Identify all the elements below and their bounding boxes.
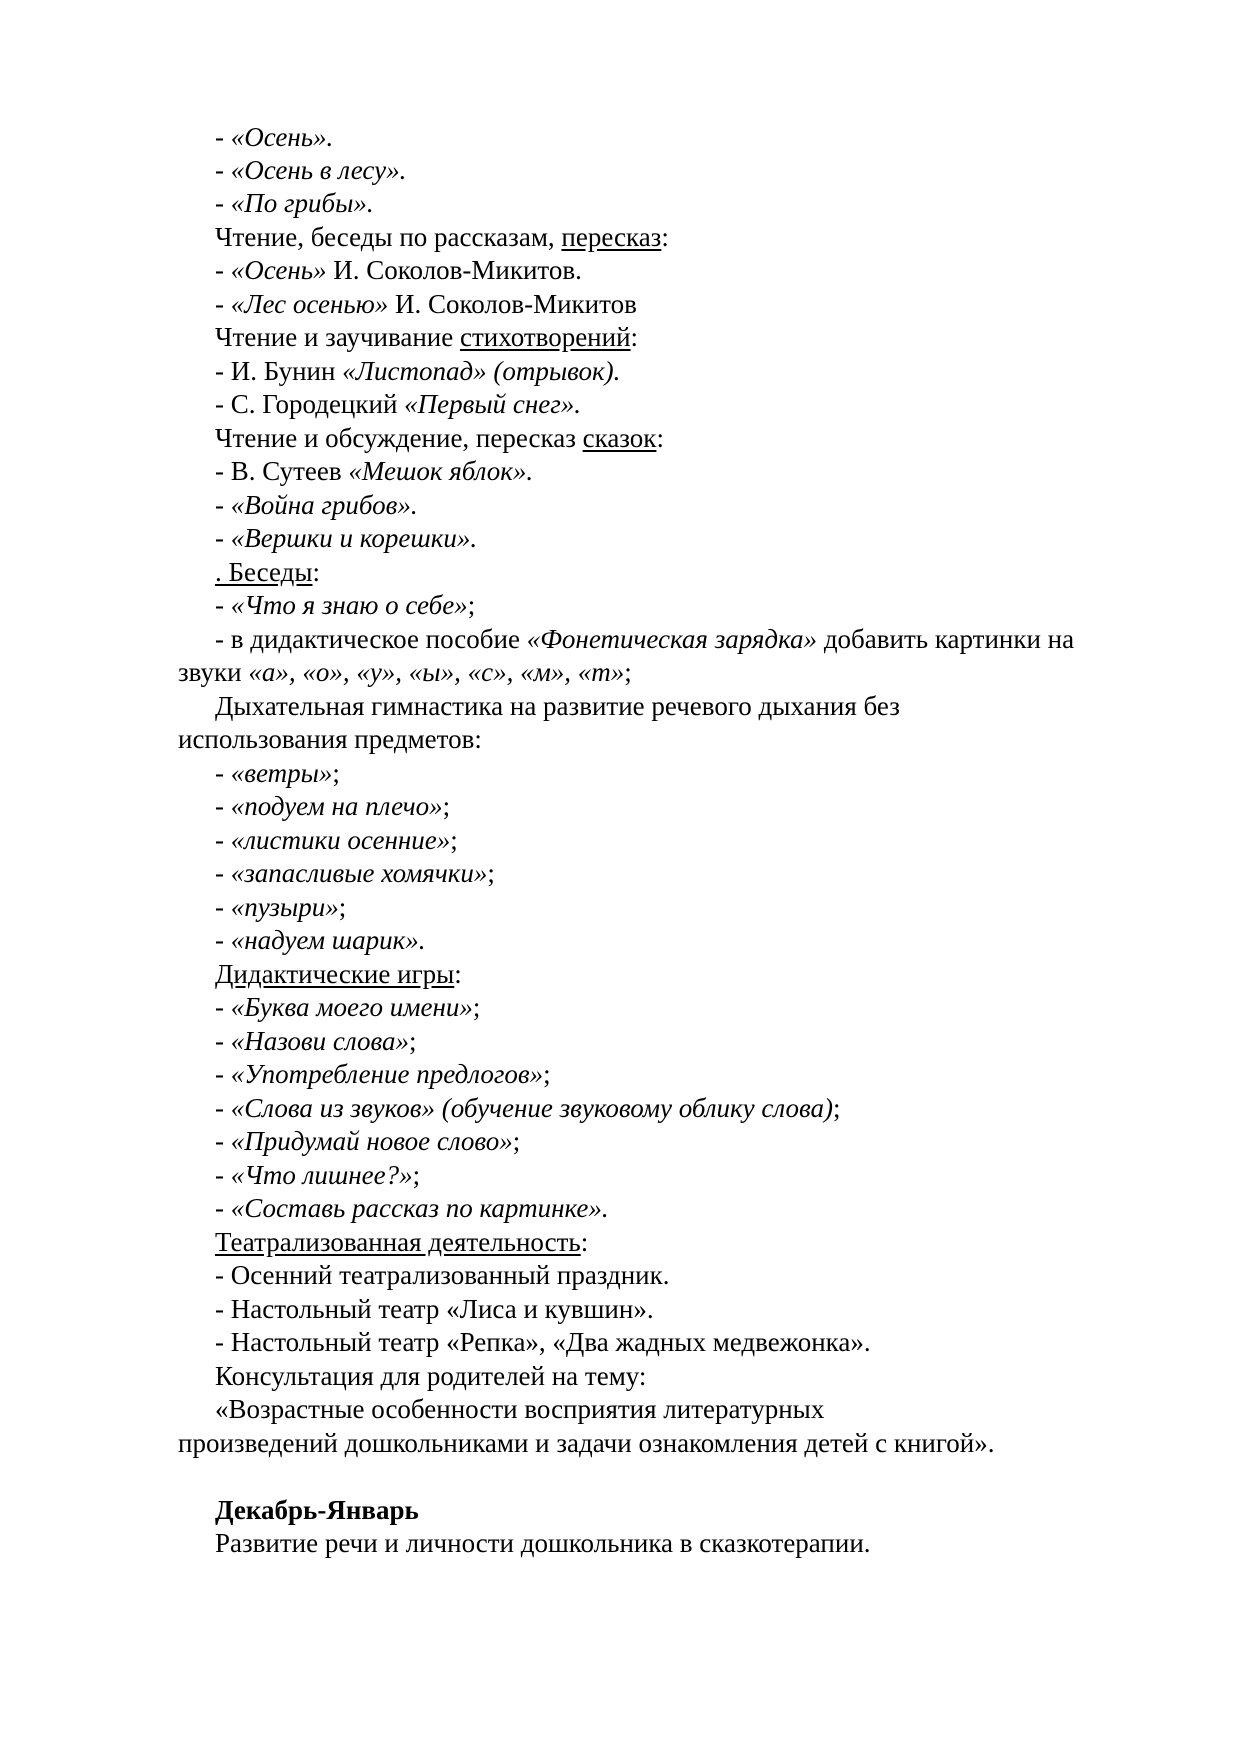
text-line: - «Что лишнее?»; xyxy=(215,1160,421,1190)
text-line: Консультация для родителей на тему: xyxy=(215,1361,647,1391)
text-line: - «Буква моего имени»; xyxy=(215,992,481,1022)
text-line: - «Осень». xyxy=(215,122,334,152)
text-line: - «запасливые хомячки»; xyxy=(215,858,495,888)
text-line: - И. Бунин «Листопад» (отрывок). xyxy=(215,356,621,386)
text-line: - в дидактическое пособие «Фонетическая зарядка» добавить картинки на xyxy=(215,624,1075,654)
text-line: - «листики осенние»; xyxy=(215,825,458,855)
text-line: - «надуем шарик». xyxy=(215,925,426,955)
text-line: - «По грибы». xyxy=(215,188,374,218)
text-line: «Возрастные особенности восприятия литературных xyxy=(215,1394,825,1424)
text-line: Чтение, беседы по рассказам, пересказ: xyxy=(215,222,669,252)
text-line: - «Употребление предлогов»; xyxy=(215,1059,551,1089)
text-line: - «подуем на плечо»; xyxy=(215,791,451,821)
text-line: - «Слова из звуков» (обучение звуковому облику слова); xyxy=(215,1093,841,1123)
text-line: - «Осень в лесу». xyxy=(215,155,407,185)
text-line: - «ветры»; xyxy=(215,758,340,788)
text-line: - «Вершки и корешки». xyxy=(215,523,478,553)
text-line: - С. Городецкий «Первый снег». xyxy=(215,389,582,419)
text-line: - Настольный театр «Репка», «Два жадных медвежонка». xyxy=(215,1327,871,1357)
text-line: - «Назови слова»; xyxy=(215,1026,417,1056)
text-line: - «Лес осенью» И. Соколов-Микитов xyxy=(215,289,637,319)
text-line: - «пузыри»; xyxy=(215,892,347,922)
text-line: - Настольный театр «Лиса и кувшин». xyxy=(215,1294,654,1324)
text-line: - Осенний театрализованный праздник. xyxy=(215,1260,670,1290)
text-line: Чтение и заучивание стихотворений: xyxy=(215,322,639,352)
text-line: Развитие речи и личности дошкольника в сказкотерапии. xyxy=(215,1528,871,1558)
text-line: - «Осень» И. Соколов-Микитов. xyxy=(215,255,582,285)
text-line: - В. Сутеев «Мешок яблок». xyxy=(215,456,534,486)
section-heading: Дидактические игры: xyxy=(215,959,462,989)
text-line: использования предметов: xyxy=(178,724,482,754)
section-heading: . Беседы: xyxy=(215,557,320,587)
text-line: Чтение и обсуждение, пересказ сказок: xyxy=(215,423,664,453)
text-line: - «Составь рассказ по картинке». xyxy=(215,1193,609,1223)
section-heading: Театрализованная деятельность: xyxy=(215,1227,589,1257)
section-title: Декабрь-Январь xyxy=(215,1495,419,1525)
text-line: Дыхательная гимнастика на развитие речевого дыхания без xyxy=(215,691,900,721)
text-line: произведений дошкольниками и задачи ознакомления детей с книгой». xyxy=(178,1428,995,1458)
text-line: - «Война грибов». xyxy=(215,490,418,520)
text-line: - «Придумай новое слово»; xyxy=(215,1126,521,1156)
text-line: звуки «а», «о», «у», «ы», «с», «м», «т»; xyxy=(178,657,632,687)
text-line: - «Что я знаю о себе»; xyxy=(215,590,476,620)
